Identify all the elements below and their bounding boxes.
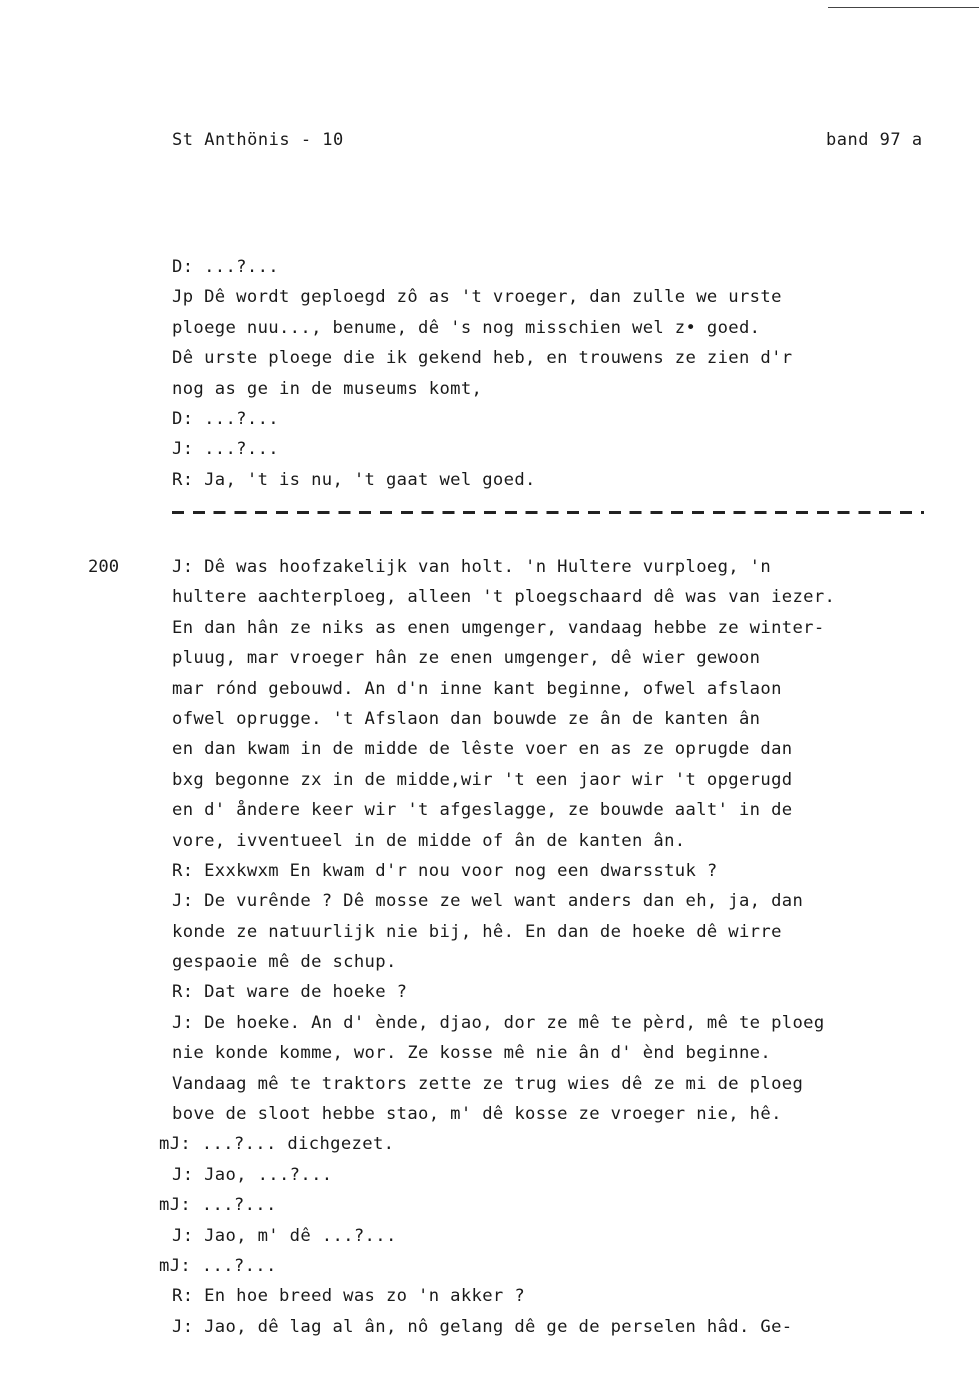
transcript-line: hultere aachterploeg, alleen 't ploegschaard dê was van iezer.: [172, 587, 836, 608]
transcript-line: bove de sloot hebbe stao, m' dê kosse ze vroeger nie, hê.: [172, 1104, 782, 1125]
margin-line-number: 200: [88, 557, 120, 577]
page-header-tape-label: band 97 a: [826, 130, 923, 150]
transcript-block-1: [172, 252, 952, 495]
transcript-line: R: En hoe breed was zo 'n akker ?: [172, 1286, 526, 1307]
transcript-line: J: ...?...: [172, 439, 279, 460]
transcript-line: pluug, mar vroeger hân ze enen umgenger, dê wier gewoon: [172, 648, 761, 669]
transcript-line: En dan hân ze niks as enen umgenger, vandaag hebbe ze winter-: [172, 617, 825, 638]
page-header-title: St Anthönis - 10: [172, 130, 344, 150]
transcript-line: mar rónd gebouwd. An d'n inne kant beginne, ofwel afslaon: [172, 678, 782, 699]
transcript-line: en d' åndere keer wir 't afgeslagge, ze bouwde aalt' in de: [172, 800, 793, 821]
transcript-line: ploege nuu..., benume, dê 's nog misschien wel z• goed.: [172, 317, 761, 338]
transcript-line: J: Jao, m' dê ...?...: [172, 1225, 397, 1246]
transcript-line: gespaoie mê de schup.: [172, 952, 397, 973]
transcript-line: J: Jao, dê lag al ân, nô gelang dê ge de perselen hâd. Ge-: [172, 1316, 793, 1337]
transcript-line: R: Ja, 't is nu, 't gaat wel goed.: [172, 469, 536, 490]
transcript-line: nie konde komme, wor. Ze kosse mê nie ân d' ènd beginne.: [172, 1043, 772, 1064]
transcript-line: Vandaag mê te traktors zette ze trug wies dê ze mi de ploeg: [172, 1073, 804, 1094]
transcript-line: J: Dê was hoofzakelijk van holt. 'n Hultere vurploeg, 'n: [172, 557, 772, 577]
dashed-separator: [172, 511, 924, 514]
transcript-line: mJ: ...?...: [159, 1255, 277, 1276]
transcript-line: D: ...?...: [172, 257, 279, 277]
transcript-line: ofwel oprugge. 't Afslaon dan bouwde ze ân de kanten ân: [172, 708, 761, 729]
transcript-line: vore, ivventueel in de midde of ân de kanten ân.: [172, 830, 686, 851]
transcript-line: Jp Dê wordt geploegd zô as 't vroeger, dan zulle we urste: [172, 287, 782, 308]
transcript-block-2: [159, 552, 952, 1342]
transcript-line: Dê urste ploege die ik gekend heb, en trouwens ze zien d'r: [172, 348, 793, 369]
transcript-line: mJ: ...?...: [159, 1195, 277, 1216]
transcript-line: nog as ge in de museums komt,: [172, 378, 483, 399]
transcript-line: konde ze natuurlijk nie bij, hê. En dan de hoeke dê wirre: [172, 921, 782, 942]
transcript-line: J: Jao, ...?...: [172, 1164, 333, 1185]
transcript-line: D: ...?...: [172, 408, 279, 429]
transcript-line: J: De hoeke. An d' ènde, djao, dor ze mê te pèrd, mê te ploeg: [172, 1012, 825, 1033]
transcript-line: J: De vurênde ? Dê mosse ze wel want anders dan eh, ja, dan: [172, 891, 804, 912]
transcript-line: en dan kwam in de midde de lêste voer en as ze oprugde dan: [172, 739, 793, 760]
transcript-line: R: Dat ware de hoeke ?: [172, 982, 408, 1003]
transcript-line: R: Exxkwxm En kwam d'r nou voor nog een dwarsstuk ?: [172, 860, 718, 881]
transcript-line: mJ: ...?... dichgezet.: [159, 1134, 395, 1155]
transcript-line: bxg begonne zx in de midde,wir 't een jaor wir 't opgerugd: [172, 769, 793, 790]
top-rule: [828, 7, 979, 8]
